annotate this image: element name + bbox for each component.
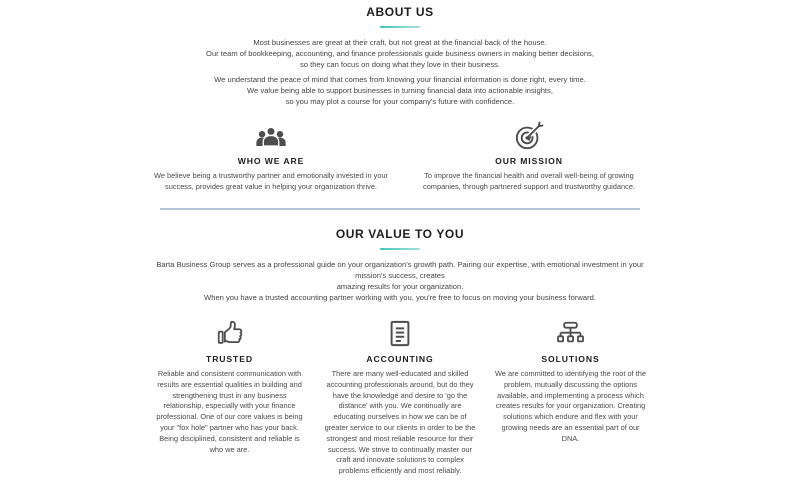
- content-container: [153, 0, 647, 480]
- thumbs-up-icon: [153, 316, 306, 349]
- intro-line: Our team of bookkeeping, accounting, and finance professionals guide business owners in making better decisions,: [206, 49, 594, 58]
- intro-line: amazing results for your organization.: [336, 282, 464, 291]
- sitemap-icon: [494, 316, 647, 349]
- column-text-accounting: There are many well-educated and skilled accounting professionals around, but do they have the knowledge and desire to 'go the distance' with you. We continually are educating ourselves in how we can be of greater service to our clients in order to be the strongest and most reliable resource for their success. We strive to continually master our craft and innovate solutions to complex problems efficiently and most reliably.: [324, 369, 476, 476]
- column-solutions: [494, 316, 647, 477]
- document-icon: [324, 316, 477, 349]
- feature-our-mission: [411, 121, 647, 192]
- about-features-row: [153, 121, 647, 192]
- feature-text-our-mission: To improve the financial health and overall well-being of growing companies, through partnered support and trustworthy guidance.: [423, 171, 635, 191]
- feature-who-we-are: [153, 121, 389, 192]
- column-title-trusted: TRUSTED: [206, 354, 253, 364]
- intro-line: We understand the peace of mind that comes from knowing your financial information is done right, every time.: [214, 75, 586, 84]
- feature-title-who-we-are: WHO WE ARE: [237, 156, 305, 166]
- value-columns-row: [153, 316, 647, 477]
- intro-line: so you may plot a course for your company's future with confidence.: [285, 97, 515, 106]
- feature-text-who-we-are: We believe being a trustworthy partner and emotionally invested in your success, provides great value in helping your organization thrive.: [153, 171, 389, 191]
- target-arrow-icon: [411, 121, 647, 151]
- section-divider-top: [160, 208, 640, 210]
- intro-line: Most businesses are great at their craft, but not great at the financial back of the house.: [253, 38, 547, 47]
- column-accounting: [324, 316, 477, 477]
- value-section-title: OUR VALUE TO YOU: [335, 227, 465, 241]
- about-title-accent-line: [380, 26, 420, 28]
- column-text-trusted: Reliable and consistent communication with results are essential qualities in building and strengthening trust in any business relationship, especially with your finance professional. One of our core values is being your "fox hole" partner who has your back. Being disciplined, consistent and reliable is who we are.: [156, 369, 303, 454]
- column-title-accounting: ACCOUNTING: [366, 354, 434, 364]
- about-intro-paragraph-1: [153, 37, 647, 70]
- column-text-solutions: We are committed to identifying the root of the problem, mutually discussing the options available, and implementing a process which creates results for your organization. Creating solutions which endure and flex with your growing needs are an essential part of our DNA.: [494, 369, 647, 443]
- feature-title-our-mission: OUR MISSION: [495, 156, 563, 166]
- intro-line: so they can focus on doing what they love in their business.: [299, 60, 501, 69]
- column-trusted: [153, 316, 306, 477]
- column-title-solutions: SOLUTIONS: [541, 354, 600, 364]
- intro-line: We value being able to support businesses in turning financial data into actionable insights,: [247, 86, 553, 95]
- value-intro-paragraph: [153, 259, 647, 303]
- about-section-title: ABOUT US: [366, 5, 434, 19]
- intro-line: When you have a trusted accounting partner working with you, you're free to focus on moving your business forward.: [204, 293, 596, 302]
- intro-line: Barta Business Group serves as a professional guide on your organization's growth path. Pairing our expertise, with emotional investment in your mission's success, creates: [156, 260, 644, 280]
- people-group-icon: [153, 121, 389, 151]
- about-intro-paragraph-2: [153, 74, 647, 107]
- value-title-accent-line: [380, 248, 420, 250]
